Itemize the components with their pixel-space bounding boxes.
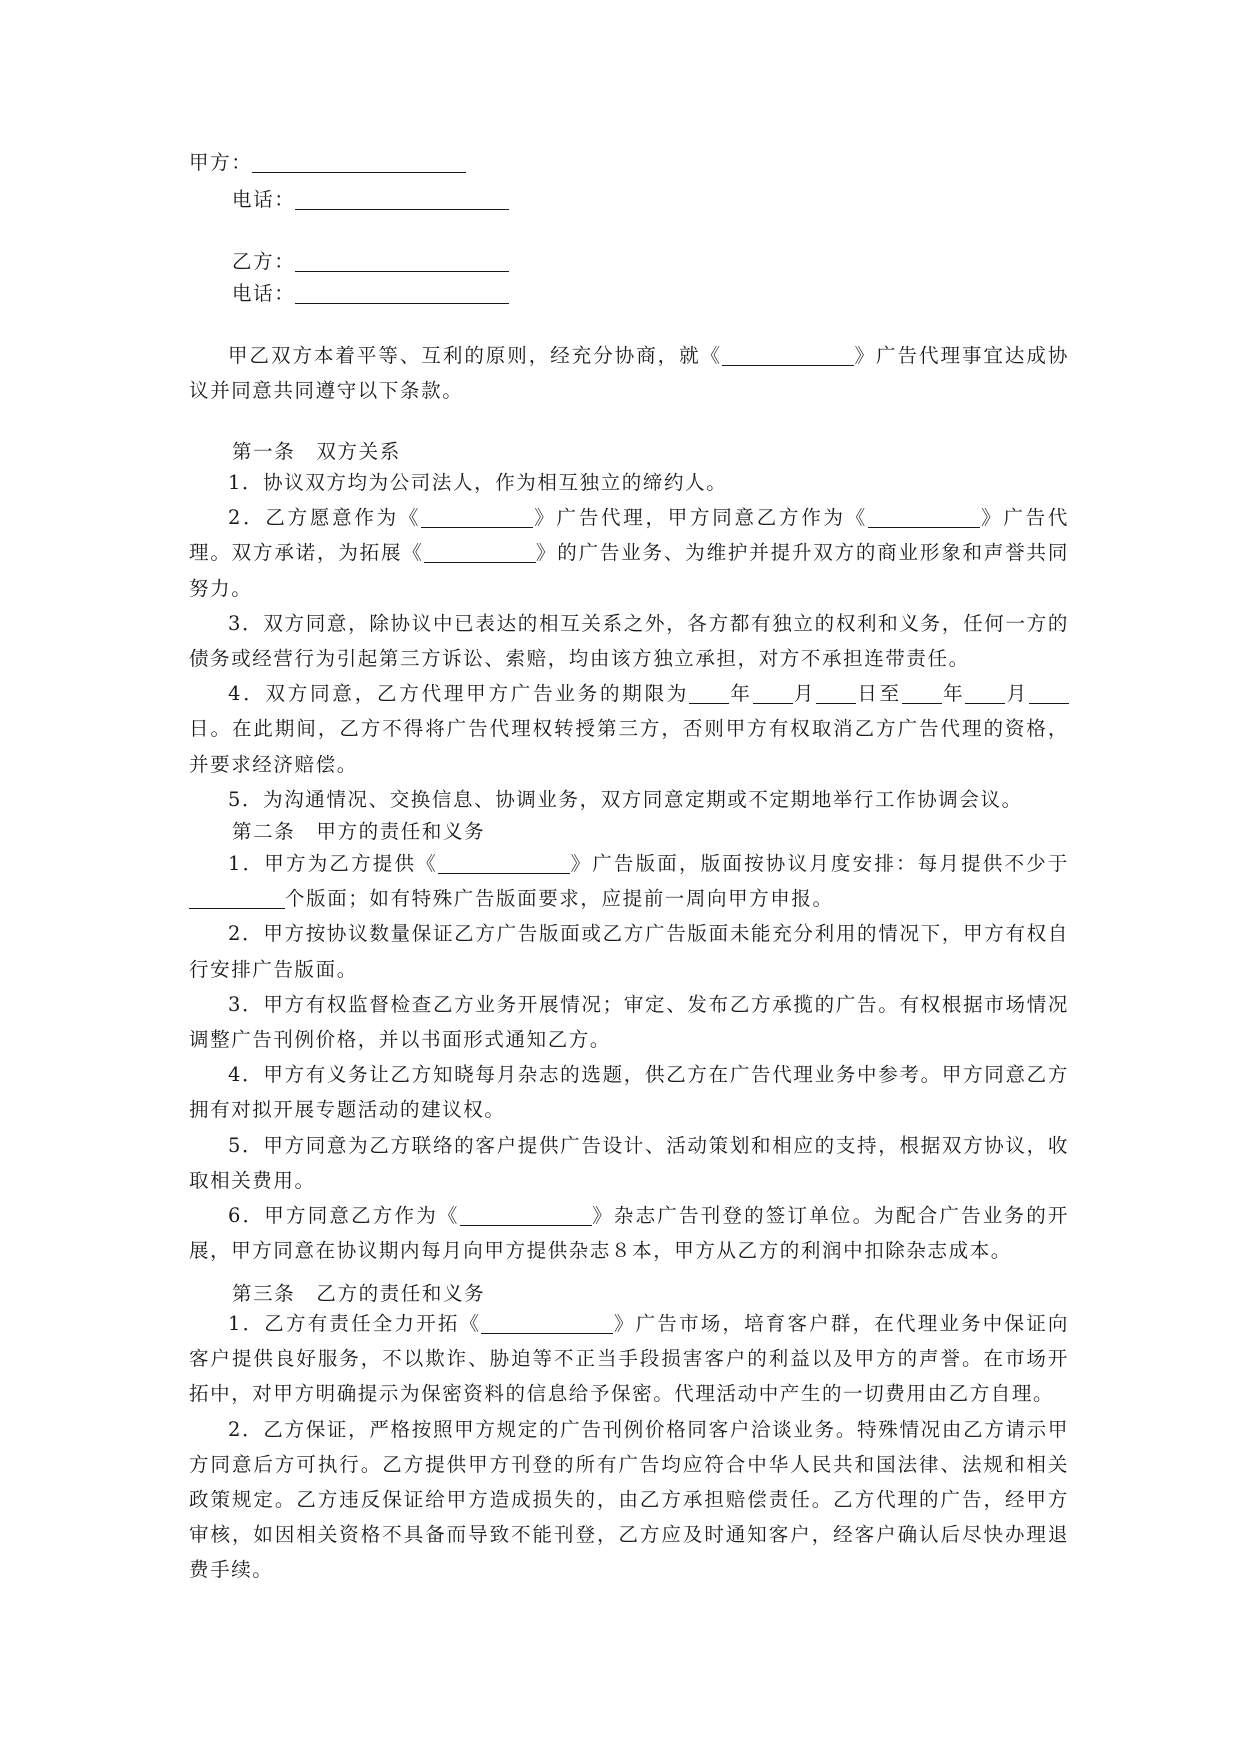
a2c1-blank-1 [438,851,570,874]
party-b-phone-blank [295,281,509,304]
intro-text-1: 甲乙双方本着平等、互利的原则，经充分协商，就《 [228,344,723,367]
a2c1-text-b: 》广告版面，版面按协议月度安排：每月提供不少于 [569,852,1069,875]
article-2-clause-5: 5．甲方同意为乙方联络的客户提供广告设计、活动策划和相应的支持，根据双方协议，收取相关费用。 [189,1133,1069,1192]
a2c6-text-a: 6．甲方同意乙方作为《 [228,1204,460,1228]
party-a-line [189,149,466,177]
article-1-clause-3: 3．双方同意，除协议中已表达的相互关系之外，各方都有独立的权利和义务，任何一方的债务或经营行为引起第三方诉讼、索赔，均由该方独立承担，对方不承担连带责任。 [189,611,1069,671]
a3c1-text-a: 1．乙方有责任全力开拓《 [228,1312,482,1335]
article-1-clause-5: 5．为沟通情况、交换信息、协调业务，双方同意定期或不定期地举行工作协调会议。 [228,787,1023,811]
party-a-label: 甲方： [189,151,253,174]
party-a-phone-label: 电话： [232,188,296,211]
a1c4-year-1: 年 [729,682,753,706]
a3c1-blank [481,1311,613,1334]
party-b-label: 乙方： [232,250,296,273]
article-2-body [189,846,1069,1268]
article-2-clause-2: 2．甲方按协议数量保证乙方广告版面或乙方广告版面未能充分利用的情况下，甲方有权自行安排广告版面。 [189,922,1069,981]
a1c2-text-d: 》的广告业务、为维护并提升双方的商业形象和声誉共同努力。 [189,541,1069,600]
party-a-phone-blank [295,187,509,210]
a1c4-blank-y1 [689,681,729,704]
intro-text-2: 》广告代理事宜达成协议并同意共同遵守以下条款。 [189,344,1069,403]
article-2-clause-6 [189,1198,1069,1268]
article-3-title: 第三条 乙方的责任和义务 [232,1282,486,1305]
a1c4-blank-d2 [1029,681,1069,704]
a1c4-month-2: 月 [1005,682,1029,706]
article-1-clause-2 [189,500,1069,606]
a2c6-blank [460,1203,592,1226]
article-3-clause-1 [189,1306,1069,1412]
a1c4-text-b: 。在此期间，乙方不得将广告代理权转授第三方，否则甲方有权取消乙方广告代理的资格，并要求经济赔偿。 [189,717,1069,776]
article-2-clause-1 [189,846,1069,916]
intro-paragraph [189,338,1069,408]
a2c6-text-b: 》杂志广告刊登的签订单位。为配合广告业务的开展，甲方同意在协议期内每月向甲方提供杂志８本，甲方从乙方的利润中扣除杂志成本。 [189,1204,1069,1263]
party-b-phone-line [232,280,509,308]
article-2-clause-3: 3．甲方有权监督检查乙方业务开展情况；审定、发布乙方承揽的广告。有权根据市场情况调整广告刊例价格，并以书面形式通知乙方。 [189,992,1069,1052]
a2c1-blank-2 [189,886,285,909]
a2c1-text-a: 1．甲方为乙方提供《 [228,852,438,875]
party-a-phone-line [232,186,509,214]
a1c4-day-to: 日至 [856,682,902,706]
a2c1-text-c: 个版面；如有特殊广告版面要求，应提前一周向甲方申报。 [285,887,834,911]
a1c2-text-a: 2．乙方愿意作为《 [228,506,422,530]
a1c4-blank-m2 [965,681,1005,704]
party-b-line [232,248,509,276]
article-3-clause-2: 2．乙方保证，严格按照甲方规定的广告刊例价格同客户洽谈业务。特殊情况由乙方请示甲方同意后方可执行。乙方提供甲方刊登的所有广告均应符合中华人民共和国法律、法规和相关政策规定。乙方违反保证给甲方造成损失的，由乙方承担赔偿责任。乙方代理的广告，经甲方审核，如因相关资格不具备而导致不能刊登，乙方应及时通知客户，经客户确认后尽快办理退费手续。 [189,1417,1069,1582]
party-a-blank [252,150,466,173]
a1c4-year-2: 年 [941,682,966,706]
article-1-clause-1: 1．协议双方均为公司法人，作为相互独立的缔约人。 [228,471,728,494]
a1c2-blank-3 [424,540,536,563]
article-2-clause-4: 4．甲方有义务让乙方知晓每月杂志的选题，供乙方在广告代理业务中参考。甲方同意乙方拥有对拟开展专题活动的建议权。 [189,1063,1069,1122]
article-3-body [189,1306,1069,1588]
a1c4-month-1: 月 [792,682,817,706]
a1c4-text-a: 4．双方同意，乙方代理甲方广告业务的期限为 [228,682,690,706]
article-2-title: 第二条 甲方的责任和义务 [232,820,486,843]
intro-blank [722,343,854,366]
party-b-blank [295,249,509,272]
party-b-phone-label: 电话： [232,282,296,305]
a1c2-text-b: 》广告代理，甲方同意乙方作为《 [533,506,868,530]
a1c2-blank-1 [421,505,533,528]
article-1-title: 第一条 双方关系 [232,440,401,463]
a1c4-blank-m1 [753,681,793,704]
a3c1-text-b: 》广告市场，培育客户群，在代理业务中保证向客户提供良好服务，不以欺诈、胁迫等不正当手段损害客户的利益以及甲方的声誉。在市场开拓中，对甲方明确提示为保密资料的信息给予保密。代理活动中产生的一切费用由乙方自理。 [189,1312,1070,1406]
a1c2-blank-2 [868,505,980,528]
article-1-clause-4 [189,676,1069,782]
article-1-body [189,465,1069,817]
a1c4-blank-y2 [902,681,942,704]
a1c2-text-c: 》广告代理。双方承诺，为拓展《 [189,506,1069,565]
a1c4-day: 日 [189,717,211,741]
a1c4-blank-d1 [816,681,856,704]
